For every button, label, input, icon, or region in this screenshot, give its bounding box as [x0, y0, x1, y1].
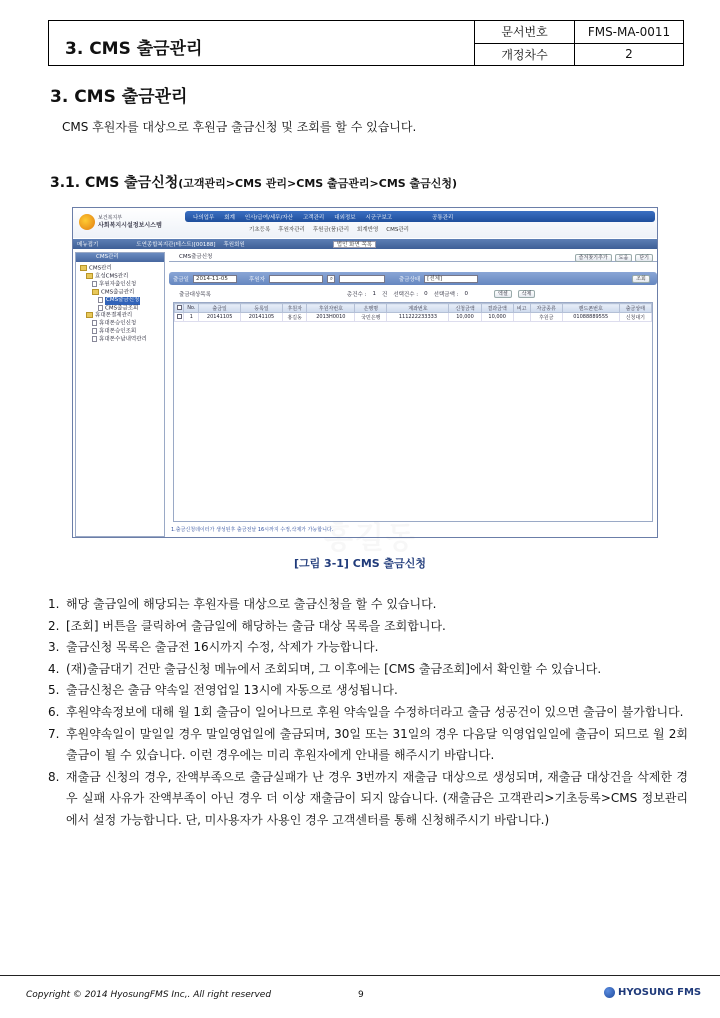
tree-item[interactable] — [80, 305, 164, 313]
add-favorite-button[interactable]: 즐겨찾기추가 — [575, 254, 612, 262]
tree-item[interactable] — [80, 328, 164, 336]
list-item-text: (재)출금대기 건만 출금신청 메뉴에서 조회되며, 그 이후에는 [CMS 출금조회]에서 확인할 수 있습니다. — [66, 661, 602, 676]
sub-menu — [249, 225, 409, 233]
tree-item[interactable] — [80, 336, 164, 344]
grid-column-header[interactable]: 후원자 — [282, 304, 307, 313]
grid-cell: 2013H0010 — [307, 313, 355, 322]
footer-copyright: Copyright © 2014 HyosungFMS Inc,. All right reserved — [26, 990, 272, 1000]
list-item-number: 8. — [48, 769, 60, 784]
list-title: 출금대상목록 — [179, 292, 211, 298]
system-logo — [79, 214, 162, 230]
tree-item[interactable] — [80, 297, 164, 305]
tree-item-label: CMS출금조회 — [105, 305, 139, 312]
grid-cell: 후원금 — [530, 313, 562, 322]
list-item-text: 해당 출금일에 해당되는 후원자를 대상으로 출금신청을 할 수 있습니다. — [66, 597, 437, 611]
list-item-text: [조회] 버튼을 클릭하여 출금일에 해당하는 출금 대상 목록을 조회합니다. — [66, 618, 446, 633]
tree-item[interactable] — [80, 312, 164, 320]
list-item-number: 2. — [48, 618, 60, 633]
logo-line-2: 사회복지시설정보시스템 — [98, 221, 162, 229]
footer-brand — [604, 987, 701, 998]
search-button[interactable]: 조회 — [632, 275, 650, 283]
cms-withdrawal-screenshot — [72, 207, 658, 556]
sub-menu-item[interactable]: 회계반영 — [357, 227, 379, 233]
list-item — [48, 594, 688, 616]
tree-item-label: 휴대폰승인신청 — [99, 320, 137, 327]
subsection-title-text: 3.1. CMS 출금신청 — [50, 175, 179, 191]
tab-cms-withdrawal[interactable]: CMS출금신청 — [169, 252, 657, 262]
selected-amount-label: 선택금액 : — [433, 292, 459, 298]
date-input[interactable]: 2014-11-05 — [193, 275, 237, 283]
sponsor-name-input[interactable] — [339, 275, 385, 283]
grid-cell: 국민은행 — [355, 313, 387, 322]
main-menu-item[interactable]: 공통관리 — [432, 214, 454, 221]
hyosung-logo-icon — [604, 987, 615, 998]
sub-menu-item[interactable]: 후원자관리 — [278, 227, 305, 233]
grid-cell: 신청대기 — [619, 313, 651, 322]
grid-cell: 10,000 — [481, 313, 513, 322]
app-topbar — [73, 208, 657, 238]
left-panel-title: CMS관리 — [76, 253, 164, 262]
left-menu-panel — [75, 252, 165, 537]
list-item-number: 5. — [48, 683, 60, 698]
section-title: 3. CMS 출금관리 — [50, 87, 188, 107]
grid-column-header[interactable]: 후원자번호 — [307, 304, 355, 313]
list-item-number: 7. — [48, 726, 60, 741]
search-bar — [169, 272, 657, 285]
main-menu-item[interactable]: 대외정보 — [334, 214, 356, 221]
main-menu-item[interactable]: 시군구보고 — [365, 214, 393, 221]
list-item — [48, 616, 688, 638]
help-button[interactable]: 도움 — [615, 254, 633, 262]
grid-cell: 홍길동 — [282, 313, 307, 322]
doc-no-label: 문서번호 — [475, 21, 575, 43]
grid-column-header[interactable]: 계좌번호 — [387, 304, 449, 313]
watermark-text: 홍길동 — [324, 521, 417, 556]
grid-header-row — [175, 304, 652, 313]
header-meta — [475, 21, 683, 65]
list-item-text: 재출금 신청의 경우, 잔액부족으로 출금실패가 난 경우 3번까지 재출금 대상으로 생성되며, 재출금 대상건을 삭제한 경우 실패 사유가 잔액부족이 아닌 경우 더 이상 재출금이 되지 않습니다. (재출금은 고객관리>기초등록>CMS 정보관리에서 설정 가능합니다. 단, 미사용자가 사용인 경우 고객센터를 통해 신청해주시기 바랍니다.) — [66, 769, 688, 827]
list-item-text: 후원약속일이 말일일 경우 말일영업일에 출금되며, 30일 또는 31일의 경우 다음달 익영업일일에 출금이 되므로 월 2회 출금이 될 수 있습니다. 이런 경우에는 미리 후원자에게 안내를 해주시기 바랍니다. — [66, 726, 688, 763]
grid-cell: 20141105 — [241, 313, 283, 322]
user-role: 후원회원 — [223, 242, 245, 248]
collapse-menu-button[interactable]: 메뉴접기 — [77, 242, 99, 248]
org-name: 도연종합복지관(테스트)[00188] — [136, 242, 216, 248]
selected-amount: 0 — [464, 291, 468, 297]
main-menu-item[interactable]: 인사/급여/세무/자산 — [244, 214, 293, 221]
tree-item[interactable] — [80, 281, 164, 289]
tree-item[interactable] — [80, 289, 164, 297]
total-unit: 건 — [381, 292, 388, 298]
footer-divider — [0, 975, 720, 976]
grid-column-header[interactable]: 핸드폰번호 — [562, 304, 619, 313]
search-icon[interactable]: ⌕ — [327, 275, 335, 283]
list-item-number: 3. — [48, 640, 60, 655]
tree-item-label: 휴대폰승인조회 — [99, 328, 137, 335]
footer-brand-text: HYOSUNG FMS — [618, 987, 702, 998]
grid-cell[interactable] — [175, 313, 184, 322]
list-item-text: 후원약속정보에 대해 월 1회 출금이 일어나므로 후원 약속일을 수정하더라고 출금 성공건이 있으면 출금이 불가합니다. — [66, 704, 684, 719]
grid-cell — [513, 313, 530, 322]
figure-caption: [그림 3-1] CMS 출금신청 — [293, 557, 427, 570]
grid-column-header[interactable]: 출금일 — [199, 304, 241, 313]
tree-item-label: CMS출금신청 — [106, 297, 140, 304]
doc-no-value: FMS-MA-0011 — [587, 24, 671, 39]
tree-item-label: 휴대폰수납내역관리 — [99, 336, 147, 343]
tree-item-label: 효성CMS관리 — [95, 273, 129, 280]
tree-item[interactable] — [80, 320, 164, 328]
grid-cell: 111222233333 — [387, 313, 449, 322]
notice-text: 1.출금신청데이터가 생성된후 출금전날 16시까지 수정,삭제가 가능합니다. — [171, 527, 334, 533]
list-item — [48, 680, 688, 702]
main-menu-item[interactable]: 회계 — [224, 214, 235, 221]
list-item-number: 1. — [48, 597, 60, 611]
delete-button[interactable]: 삭제 — [518, 290, 536, 298]
grid-cell: 01088889555 — [562, 313, 619, 322]
row-checkbox[interactable] — [177, 314, 182, 319]
subsection-menu-path: (고객관리>CMS 관리>CMS 출금관리>CMS 출금신청) — [178, 177, 458, 190]
document-header — [48, 20, 684, 66]
sponsor-label: 후원자 — [248, 276, 265, 283]
tree-item-label: 휴대폰결제관리 — [95, 312, 133, 319]
close-button[interactable]: 닫기 — [635, 254, 653, 262]
menu-tree — [76, 262, 164, 344]
header-title: 3. CMS 출금관리 — [49, 21, 475, 65]
status-label: 출금상태 — [398, 276, 421, 283]
list-summary — [169, 289, 657, 299]
grid-column-header[interactable]: 출금상태 — [619, 304, 651, 313]
excel-button[interactable]: 엑셀 — [494, 290, 512, 298]
content-area — [169, 252, 657, 556]
revision-label: 개정차수 — [475, 44, 575, 66]
page-number: 9 — [358, 990, 364, 1000]
tree-item-label: CMS관리 — [89, 265, 112, 272]
main-menu — [185, 211, 655, 222]
list-item-number: 6. — [48, 704, 60, 719]
list-item-text: 출금신청은 출금 약속일 전영업일 13시에 자동으로 생성됩니다. — [66, 683, 398, 698]
grid-column-header[interactable]: 은행명 — [355, 304, 387, 313]
grid-column-header[interactable]: 신청금액 — [449, 304, 481, 313]
grid-cell: 10,000 — [449, 313, 481, 322]
list-item-number: 4. — [48, 661, 60, 676]
grid-cell: 1 — [184, 313, 199, 322]
app-toolbar — [73, 239, 657, 249]
list-item — [48, 659, 688, 681]
main-menu-item[interactable]: 나의업무 — [193, 214, 215, 221]
list-item — [48, 724, 688, 767]
grid-column-header[interactable]: No. — [184, 304, 199, 313]
sub-menu-item[interactable]: 기초등록 — [249, 227, 271, 233]
screen-list-select[interactable]: 법인 화면 목록 — [333, 241, 376, 248]
selected-count: 0 — [424, 291, 428, 297]
status-select[interactable]: [전체] — [424, 275, 478, 283]
logo-line-1: 보건복지부 — [98, 214, 123, 221]
total-label: 총건수 : — [346, 292, 367, 298]
logo-icon — [79, 214, 95, 230]
date-label: 출금일 — [173, 276, 189, 283]
list-item — [48, 767, 688, 832]
list-item-text: 출금신청 목록은 출금전 16시까지 수정, 삭제가 가능합니다. — [66, 640, 379, 655]
grid-column-header[interactable]: 결과금액 — [481, 304, 513, 313]
tree-item[interactable] — [80, 265, 164, 273]
main-menu-item[interactable]: 고객관리 — [302, 214, 325, 221]
total-count: 1 — [372, 291, 376, 297]
intro-text: CMS 후원자를 대상으로 후원금 출금신청 및 조회를 할 수 있습니다. — [62, 120, 417, 134]
grid-column-header[interactable]: 자금종류 — [530, 304, 562, 313]
revision-value: 2 — [625, 47, 633, 62]
grid-column-header[interactable]: 등록일 — [241, 304, 283, 313]
tree-item-label: 후원자출인신청 — [99, 281, 137, 288]
tree-item[interactable] — [80, 273, 164, 281]
sub-menu-item[interactable]: CMS관리 — [386, 227, 409, 233]
subsection-title — [50, 172, 457, 192]
grid-column-header[interactable]: 비고 — [513, 304, 530, 313]
grid-column-header[interactable] — [175, 304, 184, 313]
grid-cell: 20141105 — [199, 313, 241, 322]
table-row[interactable] — [175, 313, 652, 322]
selected-count-label: 선택건수 : — [393, 292, 419, 298]
list-item — [48, 702, 688, 724]
sponsor-input[interactable] — [269, 275, 323, 283]
instruction-list — [48, 594, 688, 832]
tree-item-label: CMS출금관리 — [101, 289, 135, 296]
sub-menu-item[interactable]: 후원금(품)관리 — [312, 227, 350, 233]
list-item — [48, 637, 688, 659]
